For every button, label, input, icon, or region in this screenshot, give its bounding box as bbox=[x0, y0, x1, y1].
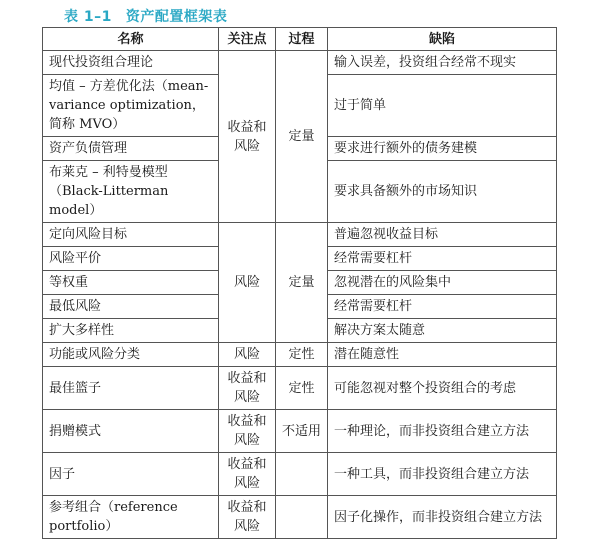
cell-defect: 经常需要杠杆 bbox=[328, 295, 557, 319]
table-header-row bbox=[43, 28, 557, 51]
cell-process bbox=[276, 496, 328, 539]
cell-name: 定向风险目标 bbox=[43, 223, 219, 247]
table-title: 资产配置框架表 bbox=[125, 9, 228, 25]
cell-name: 等权重 bbox=[43, 271, 219, 295]
cell-name: 资产负债管理 bbox=[43, 137, 219, 161]
cell-name: 因子 bbox=[43, 453, 219, 496]
cell-name: 扩大多样性 bbox=[43, 319, 219, 343]
cell-defect: 因子化操作，而非投资组合建立方法 bbox=[328, 496, 557, 539]
header-focus: 关注点 bbox=[219, 28, 276, 51]
cell-focus-group2: 风险 bbox=[219, 223, 276, 343]
cell-focus: 风险 bbox=[219, 343, 276, 367]
cell-name: 最佳篮子 bbox=[43, 367, 219, 410]
cell-defect: 可能忽视对整个投资组合的考虑 bbox=[328, 367, 557, 410]
cell-defect: 一种理论，而非投资组合建立方法 bbox=[328, 410, 557, 453]
cell-process: 不适用 bbox=[276, 410, 328, 453]
header-process: 过程 bbox=[276, 28, 328, 51]
cell-defect: 经常需要杠杆 bbox=[328, 247, 557, 271]
cell-process: 定性 bbox=[276, 367, 328, 410]
cell-process-group1: 定量 bbox=[276, 51, 328, 223]
cell-focus: 收益和风险 bbox=[219, 367, 276, 410]
cell-focus: 收益和风险 bbox=[219, 453, 276, 496]
cell-defect: 解决方案太随意 bbox=[328, 319, 557, 343]
header-defect: 缺陷 bbox=[328, 28, 557, 51]
cell-defect: 过于简单 bbox=[328, 75, 557, 137]
cell-name: 均值 – 方差优化法（mean-variance optimization，简称 MVO） bbox=[43, 75, 219, 137]
cell-defect: 输入误差，投资组合经常不现实 bbox=[328, 51, 557, 75]
header-name: 名称 bbox=[43, 28, 219, 51]
cell-name: 捐赠模式 bbox=[43, 410, 219, 453]
table-row bbox=[43, 223, 557, 247]
cell-defect: 一种工具，而非投资组合建立方法 bbox=[328, 453, 557, 496]
table-caption bbox=[64, 6, 227, 26]
cell-focus: 收益和风险 bbox=[219, 410, 276, 453]
cell-name: 最低风险 bbox=[43, 295, 219, 319]
asset-allocation-table bbox=[42, 27, 557, 539]
table-row bbox=[43, 51, 557, 75]
cell-defect: 要求具备额外的市场知识 bbox=[328, 161, 557, 223]
cell-process: 定性 bbox=[276, 343, 328, 367]
cell-defect: 忽视潜在的风险集中 bbox=[328, 271, 557, 295]
cell-defect: 潜在随意性 bbox=[328, 343, 557, 367]
cell-process-group2: 定量 bbox=[276, 223, 328, 343]
table-row bbox=[43, 367, 557, 410]
cell-name: 功能或风险分类 bbox=[43, 343, 219, 367]
cell-defect: 要求进行额外的债务建模 bbox=[328, 137, 557, 161]
cell-name: 布莱克 – 利特曼模型（Black-Litterman model） bbox=[43, 161, 219, 223]
table-number: 表 1–1 bbox=[64, 9, 112, 25]
table-row bbox=[43, 410, 557, 453]
cell-name: 现代投资组合理论 bbox=[43, 51, 219, 75]
table-row bbox=[43, 343, 557, 367]
cell-process bbox=[276, 453, 328, 496]
cell-name: 风险平价 bbox=[43, 247, 219, 271]
cell-defect: 普遍忽视收益目标 bbox=[328, 223, 557, 247]
cell-name: 参考组合（reference portfolio） bbox=[43, 496, 219, 539]
cell-focus: 收益和风险 bbox=[219, 496, 276, 539]
cell-focus-group1: 收益和风险 bbox=[219, 51, 276, 223]
table-row bbox=[43, 453, 557, 496]
table-row bbox=[43, 496, 557, 539]
